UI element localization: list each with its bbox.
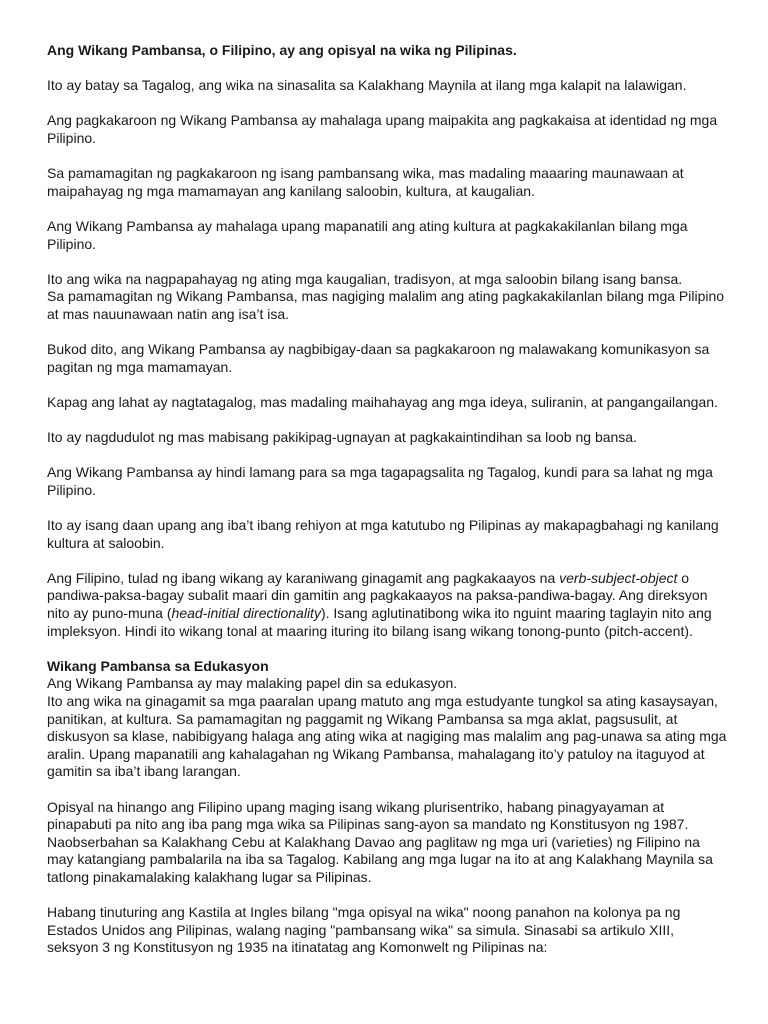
paragraph: Opisyal na hinango ang Filipino upang maging isang wikang plurisentriko, habang pinagyayaman at pinapabuti pa nito ang iba pang mga wika sa Pilipinas sang-ayon sa mandato ng Konstitusyon ng 1987. Naobserbahan sa Kalakhang Cebu at Kalakhang Davao ang paglitaw ng mga uri (varieties) ng Filipino na may katangiang pambalarila na iba sa Tagalog. Kabilang ang mga lugar na ito at ang Kalakhang Maynila sa tatlong pinakamalaking kalakhang lugar sa Pilipinas. bbox=[47, 798, 713, 885]
paragraph: Ang Wikang Pambansa ay may malaking papel din sa edukasyon. bbox=[47, 675, 458, 692]
paragraph: Ang Wikang Pambansa ay hindi lamang para sa mga tagapagsalita ng Tagalog, kundi para sa lahat ng mga Pilipino. bbox=[47, 464, 713, 498]
text-run: ). Isang aglutinatibong wika ito nguint maaring taglayin nito ang impleksyon. Hindi ito wikang tonal at maaring ituring ito bilang isang wikang tonong-punto (pitch-accent). bbox=[47, 605, 712, 639]
italic-term: head-initial directionality bbox=[171, 605, 321, 621]
section-education bbox=[47, 658, 728, 781]
paragraph-group bbox=[47, 271, 728, 324]
paragraph: Ang Wikang Pambansa ay mahalaga upang mapanatili ang ating kultura at pagkakakilanlan bilang mga Pilipino. bbox=[47, 217, 688, 252]
document-title: Ang Wikang Pambansa, o Filipino, ay ang opisyal na wika ng Pilipinas. bbox=[47, 42, 517, 58]
paragraph: Ang pagkakaroon ng Wikang Pambansa ay mahalaga upang maipakita ang pagkakaisa at identidad ng mga Pilipino. bbox=[47, 112, 718, 146]
paragraph: Ito ay nagdudulot ng mas mabisang pakikipag-ugnayan at pagkakaintindihan sa loob ng bansa. bbox=[47, 429, 637, 446]
section-heading: Wikang Pambansa sa Edukasyon bbox=[47, 657, 269, 674]
paragraph: Ito ay batay sa Tagalog, ang wika na sinasalita sa Kalakhang Maynila at ilang mga kalapit na lalawigan. bbox=[47, 77, 687, 94]
paragraph: Ito ang wika na ginagamit sa mga paaralan upang matuto ang mga estudyante tungkol sa ating kasaysayan, panitikan, at kultura. Sa pamamagitan ng paggamit ng Wikang Pambansa sa mga aklat, pagsusulit, at diskusyon sa klase, nabibigyang halaga ang ating wika at nagiging mas malalim ang pag-unawa sa ating mga aralin. Upang mapanatili ang kahalagahan ng Wikang Pambansa, mahalagang ito’y patuloy na itaguyod at gamitin sa iba’t ibang larangan. bbox=[47, 692, 727, 780]
paragraph: Ito ang wika na nagpapahayag ng ating mga kaugalian, tradisyon, at mga saloobin bilang isang bansa. bbox=[47, 270, 683, 287]
italic-term: verb-subject-object bbox=[559, 569, 678, 586]
paragraph: Bukod dito, ang Wikang Pambansa ay nagbibigay-daan sa pagkakaroon ng malawakang komunikasyon sa pagitan ng mga mamamayan. bbox=[47, 341, 710, 375]
paragraph: Sa pamamagitan ng pagkakaroon ng isang pambansang wika, mas madaling maaaring maunawaan at maipahayag ng mga mamamayan ang kanilang saloobin, kultura, at kaugalian. bbox=[47, 165, 684, 199]
text-run: Ang Filipino, tulad ng ibang wikang ay karaniwang ginagamit ang pagkakaayos na bbox=[47, 569, 560, 586]
paragraph: Habang tinuturing ang Kastila at Ingles bilang "mga opisyal na wika" noong panahon na kolonya pa ng Estados Unidos ang Pilipinas, walang naging "pambansang wika" sa simula. Sinasabi sa artikulo XIII, seksyon 3 ng Konstitusyon ng 1935 na itinatatag ang Komonwelt ng Pilipinas na: bbox=[47, 904, 681, 956]
paragraph: Ito ay isang daan upang ang iba’t ibang rehiyon at mga katutubo ng Pilipinas ay makapagbahagi ng kanilang kultura at saloobin. bbox=[47, 517, 719, 551]
paragraph: Sa pamamagitan ng Wikang Pambansa, mas nagiging malalim ang ating pagkakakilanlan bilang mga Pilipino at mas nauunawaan natin ang isa’t isa. bbox=[47, 288, 725, 322]
paragraph-word-order bbox=[47, 570, 728, 640]
text-run: o pandiwa-paksa-bagay subalit maari din gamitin ang pagkakaayos na paksa-pandiwa-bagay. Ang direksyon nito ay puno-muna ( bbox=[47, 569, 708, 621]
paragraph: Kapag ang lahat ay nagtatagalog, mas madaling maihahayag ang mga ideya, suliranin, at pangangailangan. bbox=[47, 393, 718, 410]
